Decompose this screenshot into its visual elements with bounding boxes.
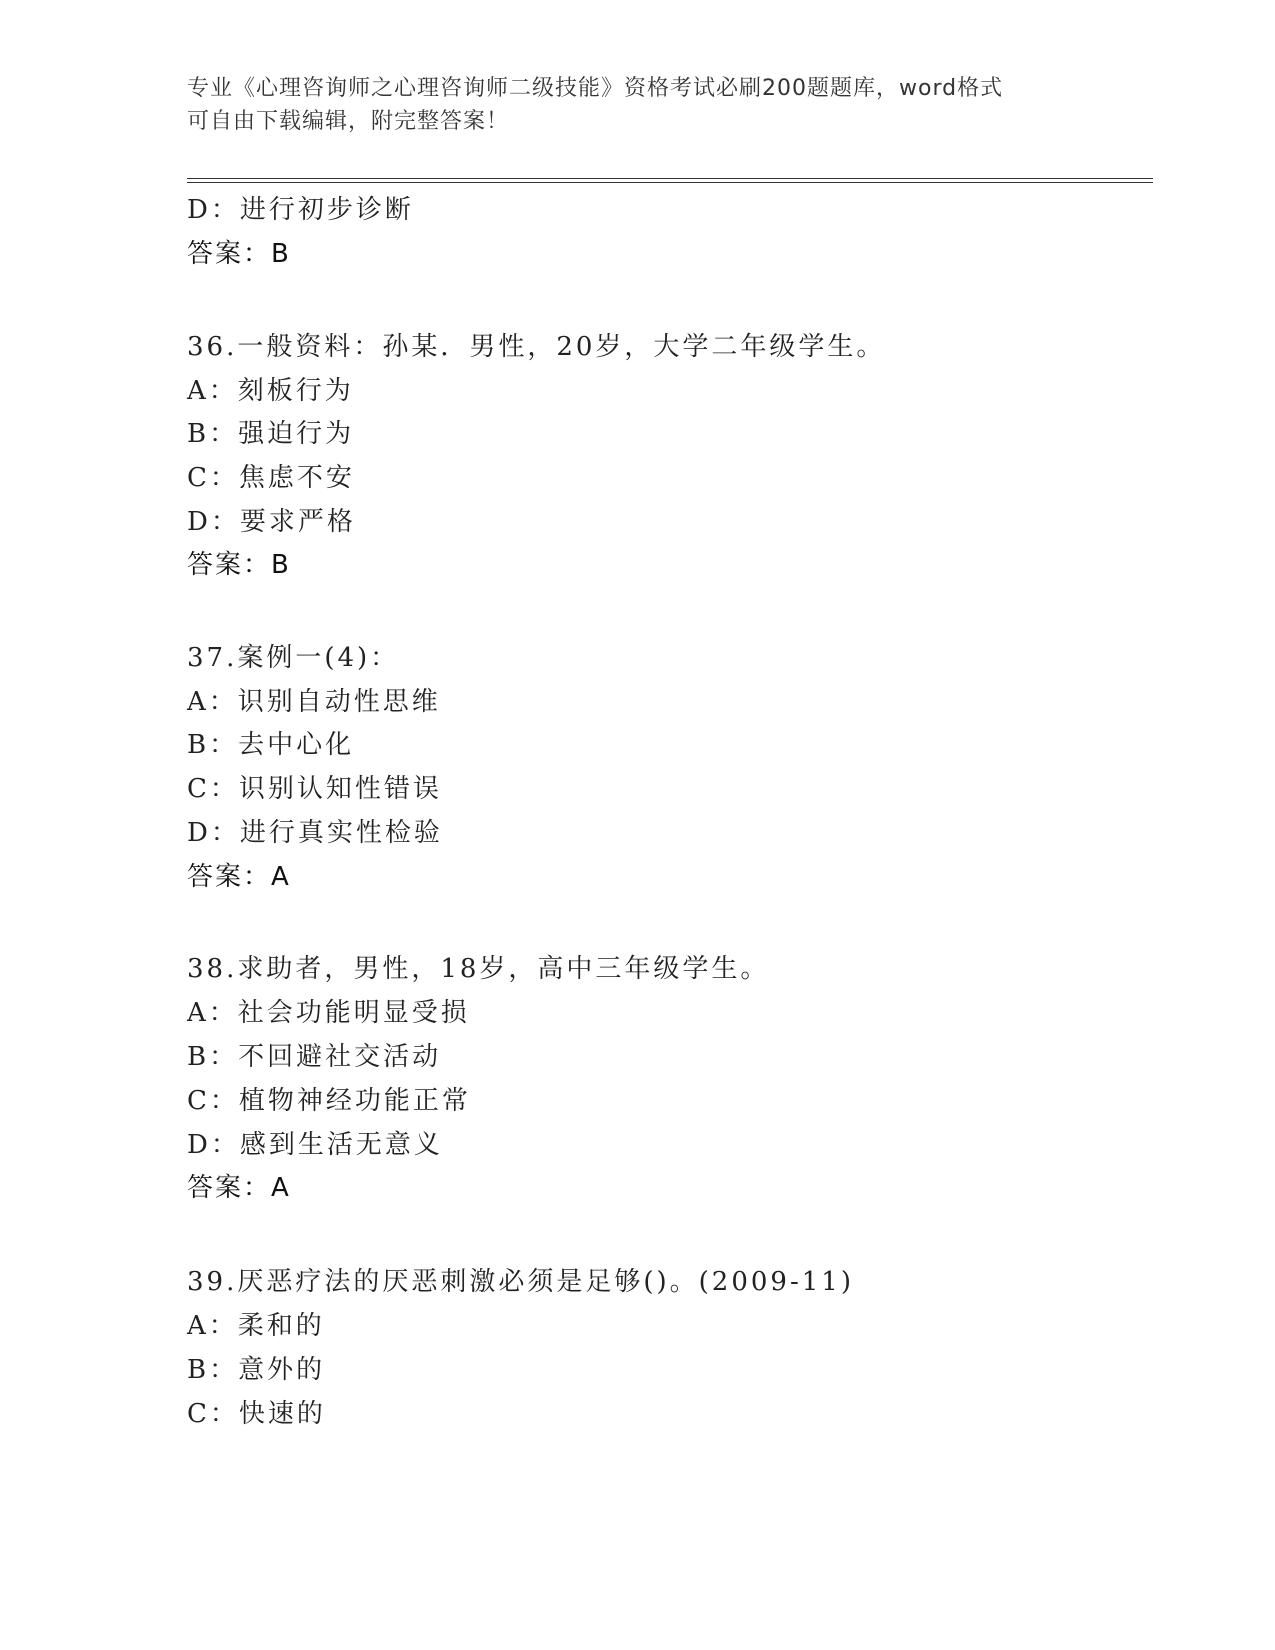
question-39-option-a: A：柔和的: [187, 1311, 325, 1341]
header-divider: [187, 178, 1153, 183]
question-38-answer: 答案：A: [187, 1173, 291, 1203]
prev-option-d: D：进行初步诊断: [187, 195, 414, 225]
header-line-2: 可自由下载编辑，附完整答案！: [187, 109, 510, 134]
question-36-option-c: C：焦虑不安: [187, 463, 355, 493]
document-header: [187, 72, 1087, 138]
question-37-option-b: B：去中心化: [187, 730, 355, 760]
question-36-option-a: A：刻板行为: [187, 376, 354, 406]
question-37-option-c: C：识别认知性错误: [187, 774, 442, 804]
question-37-stem: 37.案例一(4)：: [187, 643, 400, 673]
question-37-answer: 答案：A: [187, 862, 291, 892]
question-38-stem: 38.求助者，男性，18岁，高中三年级学生。: [187, 954, 770, 984]
question-36-answer: 答案：B: [187, 550, 291, 580]
question-38-option-c: C：植物神经功能正常: [187, 1086, 471, 1116]
question-39-option-c: C：快速的: [187, 1399, 326, 1429]
question-39-stem: 39.厌恶疗法的厌恶刺激必须是足够()。(2009-11): [187, 1267, 854, 1297]
question-36-option-b: B：强迫行为: [187, 419, 355, 449]
prev-answer: 答案：B: [187, 239, 291, 269]
question-37-option-a: A：识别自动性思维: [187, 687, 441, 717]
question-38-option-b: B：不回避社交活动: [187, 1042, 442, 1072]
question-36-stem: 36.一般资料：孙某．男性，20岁，大学二年级学生。: [187, 332, 886, 362]
question-39-option-b: B：意外的: [187, 1355, 326, 1385]
header-line-1: 专业《心理咨询师之心理咨询师二级技能》资格考试必刷200题题库，word格式: [187, 76, 1004, 101]
question-38-option-a: A：社会功能明显受损: [187, 998, 470, 1028]
question-37-option-d: D：进行真实性检验: [187, 818, 443, 848]
question-38-option-d: D：感到生活无意义: [187, 1130, 443, 1160]
question-36-option-d: D：要求严格: [187, 507, 356, 537]
